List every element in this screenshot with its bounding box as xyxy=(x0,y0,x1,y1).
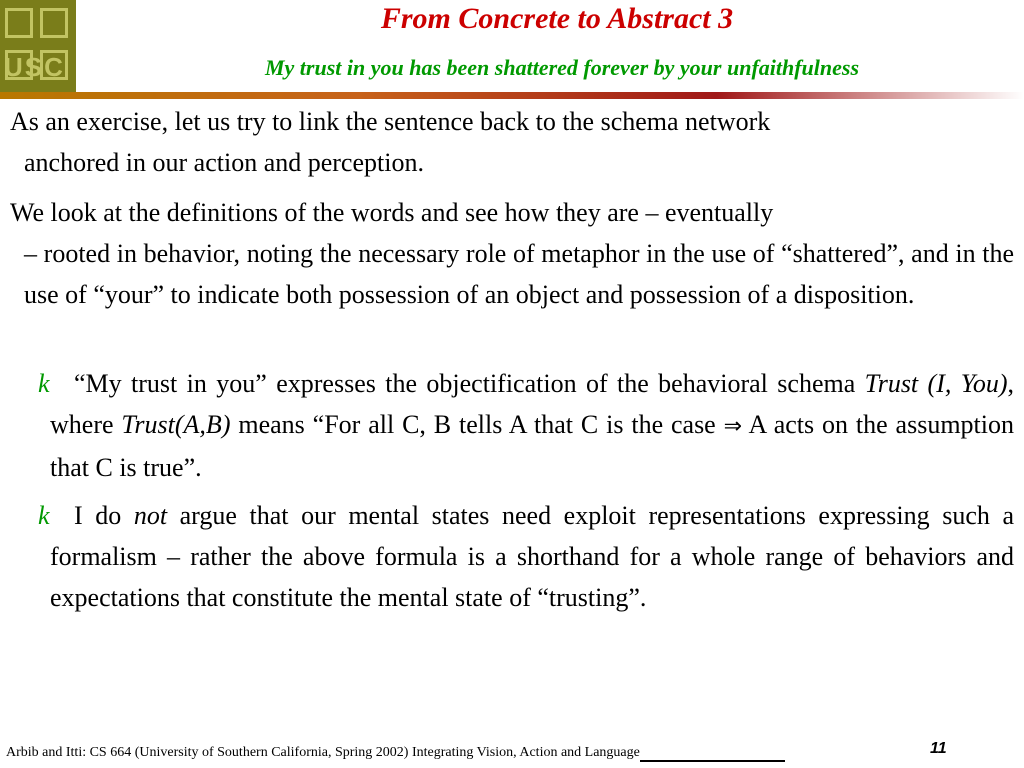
bullet-1-part2: , where xyxy=(50,369,1014,439)
footer-text: Arbib and Itti: CS 664 (University of Southern California, Spring 2002) Integrating Vision, Action and Language xyxy=(6,745,640,760)
bullet-1-em1: Trust (I, You) xyxy=(864,369,1008,398)
paragraph-1-line1: As an exercise, let us try to link the sentence back to the schema network xyxy=(10,107,771,136)
bullet-1-part1: “My trust in you” expresses the objectification of the behavioral schema xyxy=(74,369,865,398)
paragraph-1 xyxy=(10,101,1014,183)
bullet-1-part3: means “For all C, B tells A that C is the case xyxy=(230,410,724,439)
bullet-item-1 xyxy=(38,363,1014,488)
bullet-2-text xyxy=(50,495,1014,618)
footer-rule xyxy=(640,746,785,762)
usc-logo xyxy=(0,0,76,92)
bullet-item-2 xyxy=(38,495,1014,618)
paragraph-2-line1: We look at the definitions of the words and see how they are – eventually xyxy=(10,198,774,227)
page-number: 11 xyxy=(930,740,947,757)
bullet-1-text xyxy=(50,363,1014,488)
implies-arrow-icon: ⇒ xyxy=(723,414,743,439)
bullet-2-part2: argue that our mental states need exploit representations expressing such a formalism – rather the above formula is a shorthand for a whole range of behaviors and expectations that constitute the mental state of “trusting”. xyxy=(50,501,1014,612)
bullet-k-icon: k xyxy=(38,369,50,398)
paragraph-2-rest: – rooted in behavior, noting the necessary role of metaphor in the use of “shattered”, and in the use of “your” to indicate both possession of an object and possession of a disposition. xyxy=(24,239,1014,309)
logo-cell xyxy=(5,8,33,38)
logo-text-bottom: USC xyxy=(4,52,65,82)
footer xyxy=(6,744,785,762)
slide-subtitle: My trust in you has been shattered forever by your unfaithfulness xyxy=(264,55,860,80)
paragraph-2 xyxy=(10,192,1014,315)
bullet-1-part4: A acts on the assumption that C is true”. xyxy=(50,410,1014,482)
paragraph-1-rest: anchored in our action and perception. xyxy=(24,148,424,177)
slide-title: From Concrete to Abstract 3 xyxy=(380,2,734,35)
bullet-1-em2: Trust(A,B) xyxy=(121,410,231,439)
bullet-k-icon: k xyxy=(38,501,50,530)
bullet-2-em1: not xyxy=(133,501,168,530)
logo-cell xyxy=(40,8,68,38)
bullet-2-part1: I do xyxy=(74,501,134,530)
header-divider xyxy=(0,92,1024,99)
